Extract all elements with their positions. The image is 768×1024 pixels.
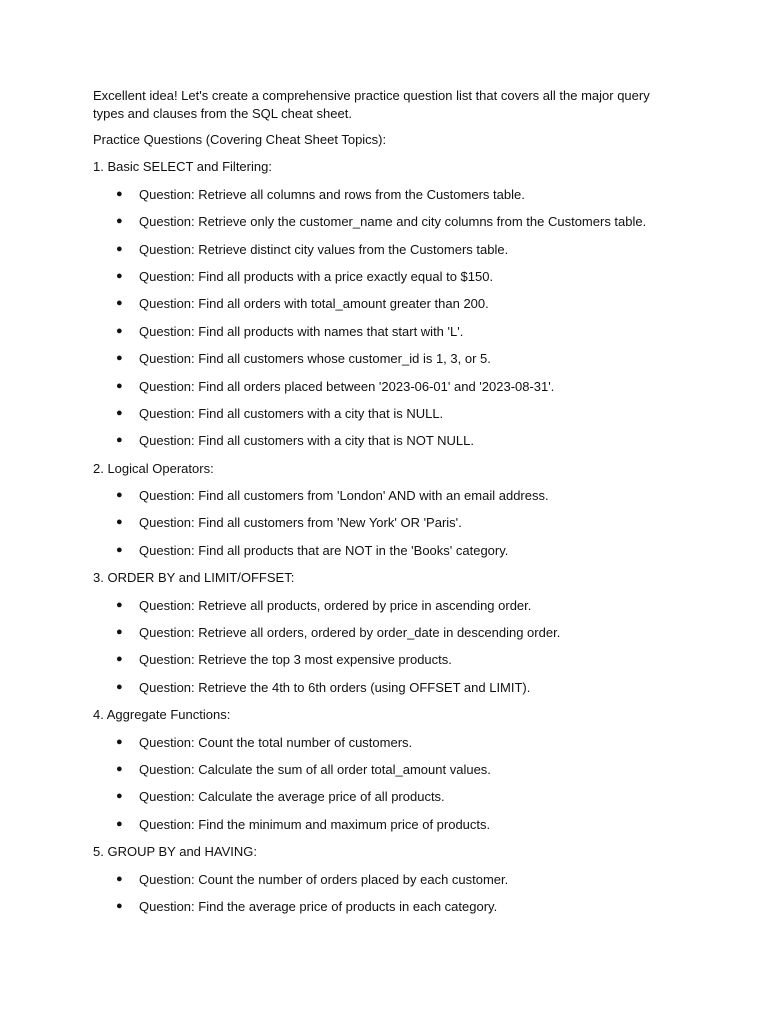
list-item bbox=[93, 295, 673, 313]
section-heading: 5. GROUP BY and HAVING: bbox=[93, 844, 258, 860]
intro-paragraph: Excellent idea! Let's create a comprehensive practice question list that covers all the major query types and clauses from the SQL cheat sheet. bbox=[93, 88, 650, 121]
list-item bbox=[93, 788, 673, 806]
bullet-icon: ● bbox=[116, 817, 123, 830]
question-text: Question: Find the average price of products in each category. bbox=[139, 898, 498, 914]
bullet-icon: ● bbox=[116, 434, 123, 447]
list-item bbox=[93, 378, 673, 396]
question-list bbox=[93, 186, 673, 450]
list-item bbox=[93, 651, 673, 669]
bullet-icon: ● bbox=[116, 899, 123, 912]
list-item bbox=[93, 405, 673, 423]
bullet-icon: ● bbox=[116, 187, 123, 200]
list-item bbox=[93, 624, 673, 642]
question-text: Question: Calculate the average price of all products. bbox=[139, 789, 445, 805]
bullet-icon: ● bbox=[116, 762, 123, 775]
bullet-icon: ● bbox=[116, 269, 123, 282]
question-list bbox=[93, 734, 673, 834]
list-item bbox=[93, 323, 673, 341]
list-item bbox=[93, 898, 673, 916]
question-list bbox=[93, 487, 673, 559]
question-text: Question: Retrieve all columns and rows from the Customers table. bbox=[139, 186, 525, 202]
list-item bbox=[93, 679, 673, 697]
question-text: Question: Retrieve distinct city values from the Customers table. bbox=[139, 241, 509, 257]
list-item bbox=[93, 268, 673, 286]
bullet-icon: ● bbox=[116, 297, 123, 310]
list-item bbox=[93, 761, 673, 779]
bullet-icon: ● bbox=[116, 872, 123, 885]
bullet-icon: ● bbox=[116, 790, 123, 803]
question-text: Question: Find all customers from 'New York' OR 'Paris'. bbox=[139, 515, 462, 531]
bullet-icon: ● bbox=[116, 543, 123, 556]
list-item bbox=[93, 871, 673, 889]
section-heading: 2. Logical Operators: bbox=[93, 460, 214, 476]
bullet-icon: ● bbox=[116, 352, 123, 365]
question-list bbox=[93, 871, 673, 916]
question-list bbox=[93, 597, 673, 697]
list-item bbox=[93, 542, 673, 560]
bullet-icon: ● bbox=[116, 598, 123, 611]
section-heading: 4. Aggregate Functions: bbox=[93, 707, 231, 723]
question-text: Question: Find all products with a price exactly equal to $150. bbox=[139, 268, 494, 284]
practice-questions-subtitle: Practice Questions (Covering Cheat Sheet Topics): bbox=[93, 132, 387, 147]
question-text: Question: Find all customers from 'London' AND with an email address. bbox=[139, 488, 549, 504]
question-text: Question: Find all customers with a city that is NULL. bbox=[139, 405, 444, 421]
question-text: Question: Retrieve only the customer_name and city columns from the Customers table. bbox=[139, 214, 647, 230]
question-text: Question: Find all orders placed between '2023-06-01' and '2023-08-31'. bbox=[139, 378, 555, 394]
bullet-icon: ● bbox=[116, 489, 123, 502]
section-heading: 1. Basic SELECT and Filtering: bbox=[93, 159, 272, 175]
list-item bbox=[93, 597, 673, 615]
bullet-icon: ● bbox=[116, 516, 123, 529]
list-item bbox=[93, 350, 673, 368]
question-text: Question: Retrieve the top 3 most expensive products. bbox=[139, 652, 452, 668]
question-sections bbox=[93, 158, 673, 915]
list-item bbox=[93, 213, 673, 231]
list-item bbox=[93, 432, 673, 450]
document-page bbox=[93, 87, 673, 925]
list-item bbox=[93, 186, 673, 204]
list-item bbox=[93, 487, 673, 505]
question-text: Question: Find all customers whose customer_id is 1, 3, or 5. bbox=[139, 351, 491, 367]
question-text: Question: Find the minimum and maximum price of products. bbox=[139, 816, 491, 832]
question-text: Question: Count the number of orders placed by each customer. bbox=[139, 871, 509, 887]
bullet-icon: ● bbox=[116, 680, 123, 693]
bullet-icon: ● bbox=[116, 653, 123, 666]
question-text: Question: Find all orders with total_amount greater than 200. bbox=[139, 296, 489, 312]
question-text: Question: Count the total number of customers. bbox=[139, 734, 413, 750]
section-heading: 3. ORDER BY and LIMIT/OFFSET: bbox=[93, 570, 295, 586]
question-text: Question: Calculate the sum of all order total_amount values. bbox=[139, 761, 491, 777]
bullet-icon: ● bbox=[116, 406, 123, 419]
list-item bbox=[93, 734, 673, 752]
question-text: Question: Retrieve all products, ordered by price in ascending order. bbox=[139, 597, 532, 613]
bullet-icon: ● bbox=[116, 379, 123, 392]
bullet-icon: ● bbox=[116, 215, 123, 228]
bullet-icon: ● bbox=[116, 324, 123, 337]
bullet-icon: ● bbox=[116, 626, 123, 639]
bullet-icon: ● bbox=[116, 735, 123, 748]
question-text: Question: Retrieve the 4th to 6th orders (using OFFSET and LIMIT). bbox=[139, 679, 531, 695]
question-text: Question: Find all products with names that start with 'L'. bbox=[139, 323, 464, 339]
list-item bbox=[93, 514, 673, 532]
question-text: Question: Retrieve all orders, ordered by order_date in descending order. bbox=[139, 625, 561, 641]
bullet-icon: ● bbox=[116, 242, 123, 255]
question-text: Question: Find all customers with a city that is NOT NULL. bbox=[139, 433, 474, 449]
list-item bbox=[93, 241, 673, 259]
list-item bbox=[93, 816, 673, 834]
question-text: Question: Find all products that are NOT in the 'Books' category. bbox=[139, 542, 509, 558]
